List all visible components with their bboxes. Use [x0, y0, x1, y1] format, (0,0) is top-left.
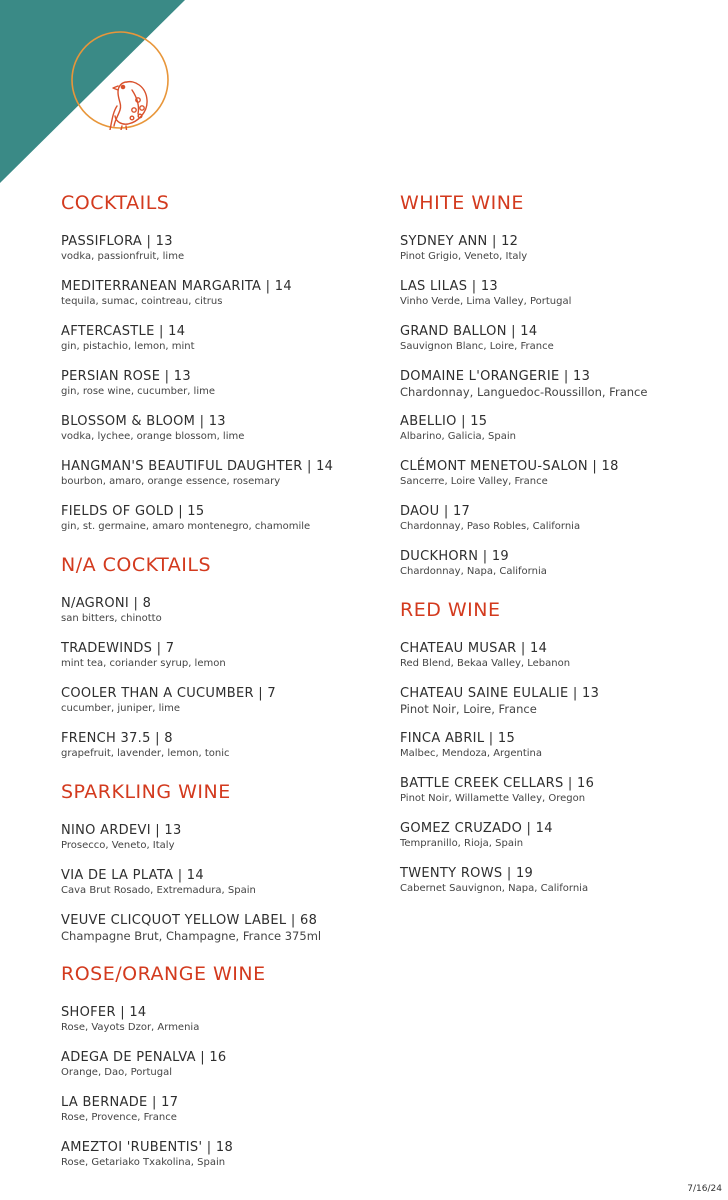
menu-item-description: Rose, Vayots Dzor, Armenia — [61, 1022, 200, 1033]
menu-item-name: CHATEAU MUSAR | 14 — [400, 641, 548, 656]
menu-item-description: Chardonnay, Napa, California — [400, 566, 547, 577]
menu-item-name: DAOU | 17 — [400, 504, 471, 519]
section-title: COCKTAILS — [61, 192, 170, 214]
menu-item-name: DUCKHORN | 19 — [400, 549, 509, 564]
menu-item — [61, 279, 371, 309]
menu-item-name: FINCA ABRIL | 15 — [400, 731, 516, 746]
menu-item-description: Cava Brut Rosado, Extremadura, Spain — [61, 885, 256, 896]
menu-item-description: bourbon, amaro, orange essence, rosemary — [61, 476, 281, 487]
menu-item — [61, 234, 371, 264]
menu-item — [61, 1050, 371, 1080]
menu-item-name: SYDNEY ANN | 12 — [400, 234, 519, 249]
menu-item — [61, 414, 371, 444]
menu-item-description: cucumber, juniper, lime — [61, 703, 181, 714]
menu-item — [61, 731, 371, 761]
menu-item-name: GRAND BALLON | 14 — [400, 324, 538, 339]
menu-item-description: Vinho Verde, Lima Valley, Portugal — [400, 296, 572, 307]
menu-item-description: gin, pistachio, lemon, mint — [61, 341, 195, 352]
menu-item-name: LA BERNADE | 17 — [61, 1095, 179, 1110]
menu-item-description: Red Blend, Bekaa Valley, Lebanon — [400, 658, 571, 669]
menu-item — [61, 686, 371, 716]
menu-item — [61, 1095, 371, 1125]
menu-item-description: san bitters, chinotto — [61, 613, 162, 624]
menu-item — [400, 459, 710, 489]
menu-item-description: Tempranillo, Rioja, Spain — [400, 838, 524, 849]
left-column — [61, 190, 371, 1188]
section-title: ROSE/ORANGE WINE — [61, 963, 266, 985]
menu-item — [400, 279, 710, 309]
menu-item — [61, 504, 371, 534]
menu-item-description: Pinot Grigio, Veneto, Italy — [400, 251, 528, 262]
menu-item-name: PASSIFLORA | 13 — [61, 234, 173, 249]
menu-item-name: FRENCH 37.5 | 8 — [61, 731, 173, 746]
menu-item — [400, 234, 710, 264]
menu-item-description: Chardonnay, Paso Robles, California — [400, 521, 581, 532]
menu-item-description: Pinot Noir, Loire, France — [400, 702, 537, 716]
section-title: RED WINE — [400, 599, 501, 621]
menu-section — [400, 190, 710, 579]
menu-item-description: Champagne Brut, Champagne, France 375ml — [61, 929, 322, 943]
menu-item-name: BATTLE CREEK CELLARS | 16 — [400, 776, 595, 791]
menu-item — [61, 324, 371, 354]
menu-item — [61, 596, 371, 626]
menu-item — [61, 641, 371, 671]
menu-item-name: SHOFER | 14 — [61, 1005, 147, 1020]
menu-item-description: gin, st. germaine, amaro montenegro, chamomile — [61, 521, 311, 532]
menu-item-name: PERSIAN ROSE | 13 — [61, 369, 191, 384]
menu-item-description: Cabernet Sauvignon, Napa, California — [400, 883, 589, 894]
menu-item — [61, 459, 371, 489]
menu-item-name: TRADEWINDS | 7 — [61, 641, 175, 656]
menu-item-description: Sancerre, Loire Valley, France — [400, 476, 548, 487]
menu-item-name: HANGMAN'S BEAUTIFUL DAUGHTER | 14 — [61, 459, 334, 474]
menu-item-description: Rose, Getariako Txakolina, Spain — [61, 1157, 226, 1168]
section-title: WHITE WINE — [400, 192, 524, 214]
menu-item — [61, 1140, 371, 1170]
menu-date: 7/16/24 — [687, 1184, 722, 1194]
menu-item-name: MEDITERRANEAN MARGARITA | 14 — [61, 279, 292, 294]
menu-section — [61, 779, 371, 943]
menu-item-description: gin, rose wine, cucumber, lime — [61, 386, 216, 397]
menu-item-name: CLÉMONT MENETOU-SALON | 18 — [400, 459, 619, 474]
menu-item — [400, 731, 710, 761]
menu-item-name: AFTERCASTLE | 14 — [61, 324, 186, 339]
menu-item-name: LAS LILAS | 13 — [400, 279, 498, 294]
menu-item — [400, 641, 710, 671]
menu-item-name: VIA DE LA PLATA | 14 — [61, 868, 204, 883]
menu-item-description: Orange, Dao, Portugal — [61, 1067, 173, 1078]
menu-item-description: Malbec, Mendoza, Argentina — [400, 748, 542, 759]
menu-item — [61, 823, 371, 853]
menu-item-name: NINO ARDEVI | 13 — [61, 823, 182, 838]
menu-item-name: BLOSSOM & BLOOM | 13 — [61, 414, 226, 429]
menu-item-name: COOLER THAN A CUCUMBER | 7 — [61, 686, 276, 701]
menu-item-name: TWENTY ROWS | 19 — [400, 866, 534, 881]
menu-item-description: Chardonnay, Languedoc-Roussillon, France — [400, 385, 648, 399]
menu-item-description: Albarino, Galicia, Spain — [400, 431, 516, 442]
menu-item-description: Prosecco, Veneto, Italy — [61, 840, 175, 851]
menu-item-name: GOMEZ CRUZADO | 14 — [400, 821, 553, 836]
menu-item-name: ABELLIO | 15 — [400, 414, 488, 429]
menu-section — [61, 190, 371, 534]
menu-item — [61, 1005, 371, 1035]
menu-section — [61, 552, 371, 761]
menu-item-description: mint tea, coriander syrup, lemon — [61, 658, 226, 669]
menu-item — [61, 369, 371, 399]
menu-item-description: Sauvignon Blanc, Loire, France — [400, 341, 554, 352]
menu-item-name: N/AGRONI | 8 — [61, 596, 152, 611]
menu-item-description: grapefruit, lavender, lemon, tonic — [61, 748, 230, 759]
menu-item-description: vodka, lychee, orange blossom, lime — [61, 431, 245, 442]
menu-item-description: Rose, Provence, France — [61, 1112, 177, 1123]
menu-item — [400, 504, 710, 534]
menu-item-name: DOMAINE L'ORANGERIE | 13 — [400, 369, 591, 384]
menu-item — [400, 776, 710, 806]
menu-item — [400, 686, 710, 716]
menu-item-name: VEUVE CLICQUOT YELLOW LABEL | 68 — [61, 913, 318, 928]
menu-item-description: Pinot Noir, Willamette Valley, Oregon — [400, 793, 586, 804]
menu-item — [400, 549, 710, 579]
menu-item — [61, 868, 371, 898]
menu-item — [400, 821, 710, 851]
menu-item-name: CHATEAU SAINE EULALIE | 13 — [400, 686, 600, 701]
menu-item-description: vodka, passionfruit, lime — [61, 251, 185, 262]
menu-item-name: FIELDS OF GOLD | 15 — [61, 504, 205, 519]
menu-item — [400, 866, 710, 896]
menu-section — [400, 597, 710, 896]
menu-item — [61, 913, 371, 943]
menu-item — [400, 414, 710, 444]
section-title: N/A COCKTAILS — [61, 554, 212, 576]
menu-item-description: tequila, sumac, cointreau, citrus — [61, 296, 223, 307]
menu-item — [400, 324, 710, 354]
section-title: SPARKLING WINE — [61, 781, 231, 803]
menu-item — [400, 369, 710, 399]
right-column — [400, 190, 710, 914]
menu-item-name: ADEGA DE PENALVA | 16 — [61, 1050, 227, 1065]
menu-section — [61, 961, 371, 1170]
menu-item-name: AMEZTOI 'RUBENTIS' | 18 — [61, 1140, 234, 1155]
bird-in-circle-logo — [70, 30, 170, 130]
